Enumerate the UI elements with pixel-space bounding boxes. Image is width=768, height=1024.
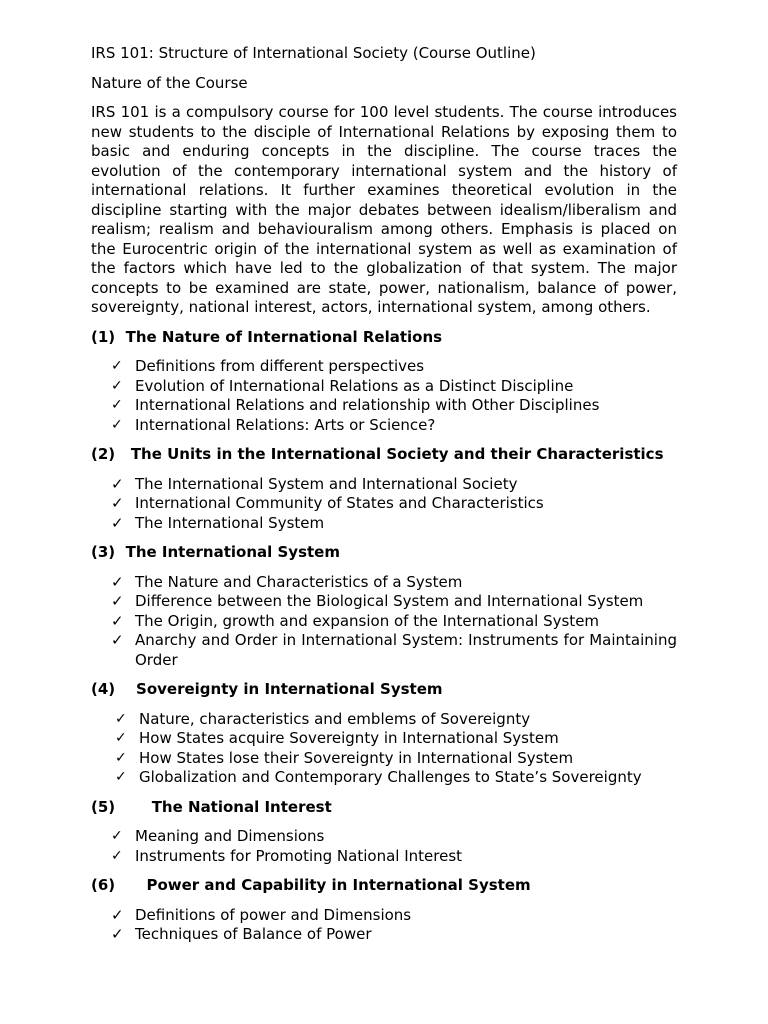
- checkmark-icon: ✓: [111, 474, 124, 493]
- section-5-heading: (5) The National Interest: [91, 797, 332, 816]
- checkmark-icon: ✓: [111, 416, 123, 433]
- checkmark-icon: ✓: [111, 513, 124, 532]
- checkmark-icon: ✓: [115, 769, 127, 785]
- section-4-list: [91, 710, 677, 788]
- list-item: [91, 494, 677, 514]
- list-item-text: How States lose their Sovereignty in International System: [139, 748, 574, 767]
- section-4-heading: (4) Sovereignty in International System: [91, 680, 443, 698]
- list-item-text: International Community of States and Characteristics: [135, 494, 544, 512]
- document-page: [91, 44, 677, 955]
- checkmark-icon: ✓: [115, 710, 127, 727]
- checkmark-icon: ✓: [111, 631, 124, 649]
- section-3-heading: (3) The International System: [91, 543, 340, 561]
- checkmark-icon: ✓: [111, 611, 124, 630]
- list-item-text: Difference between the Biological System and International System: [135, 592, 644, 610]
- list-item: [91, 729, 677, 749]
- list-item-text: Definitions of power and Dimensions: [135, 905, 412, 924]
- list-item-text: Meaning and Dimensions: [135, 827, 325, 845]
- list-item: [91, 631, 677, 670]
- checkmark-icon: ✓: [115, 730, 127, 746]
- section-3-list: [91, 573, 677, 671]
- section-1-list: [91, 357, 677, 435]
- section-5-list: [91, 827, 677, 866]
- course-description-paragraph: IRS 101 is a compulsory course for 100 level students. The course introduces new students to the disciple of International Relations by exposing them to basic and enduring concepts in the discipline. The course traces the evolution of the contemporary international system and the history of international relations. It further examines theoretical evolution in the discipline starting with the major debates between idealism/liberalism and realism; realism and behaviouralism among others. Emphasis is placed on the Eurocentric origin of the international system as well as examination of the factors which have led to the globalization of that system. The major concepts to be examined are state, power, nationalism, balance of power, sovereignty, national interest, actors, international system, among others.: [91, 103, 677, 316]
- list-item: [91, 377, 677, 397]
- checkmark-icon: ✓: [111, 358, 123, 374]
- document-title: IRS 101: Structure of International Society (Course Outline): [91, 44, 536, 62]
- list-item-text: The International System: [135, 513, 325, 532]
- list-item-text: Anarchy and Order in International System: Instruments for Maintaining Order: [135, 631, 677, 669]
- checkmark-icon: ✓: [111, 377, 123, 394]
- list-item: [91, 925, 677, 945]
- checkmark-icon: ✓: [111, 572, 124, 591]
- list-item-text: International Relations: Arts or Science?: [135, 415, 436, 434]
- checkmark-icon: ✓: [111, 592, 124, 610]
- list-item: [91, 768, 677, 788]
- checkmark-icon: ✓: [111, 925, 124, 943]
- list-item: [91, 749, 677, 769]
- list-item-text: Techniques of Balance of Power: [135, 925, 372, 943]
- checkmark-icon: ✓: [111, 847, 123, 864]
- section-6-list: [91, 906, 677, 945]
- section-2-list: [91, 475, 677, 534]
- list-item: [91, 573, 677, 593]
- list-item: [91, 827, 677, 847]
- list-item: [91, 906, 677, 926]
- section-2-heading: (2) The Units in the International Society and their Characteristics: [91, 445, 664, 463]
- list-item: [91, 396, 677, 416]
- list-item-text: Definitions from different perspectives: [135, 357, 425, 375]
- list-item: [91, 592, 677, 612]
- list-item-text: How States acquire Sovereignty in International System: [139, 729, 559, 747]
- checkmark-icon: ✓: [111, 397, 123, 413]
- list-item: [91, 357, 677, 377]
- checkmark-icon: ✓: [115, 749, 127, 766]
- list-item-text: Nature, characteristics and emblems of Sovereignty: [139, 709, 531, 728]
- course-nature-heading: Nature of the Course: [91, 73, 248, 92]
- list-item: [91, 612, 677, 632]
- checkmark-icon: ✓: [111, 828, 123, 844]
- list-item: [91, 416, 677, 436]
- list-item: [91, 847, 677, 867]
- section-6-heading: (6) Power and Capability in International System: [91, 876, 531, 894]
- list-item-text: Evolution of International Relations as a Distinct Discipline: [135, 376, 574, 395]
- list-item: [91, 475, 677, 495]
- list-item-text: The Nature and Characteristics of a System: [135, 572, 463, 591]
- list-item-text: International Relations and relationship with Other Disciplines: [135, 396, 600, 414]
- list-item-text: The International System and International Society: [135, 474, 518, 493]
- list-item-text: Globalization and Contemporary Challenges to State’s Sovereignty: [139, 768, 642, 786]
- list-item: [91, 514, 677, 534]
- section-1-heading: (1) The Nature of International Relations: [91, 327, 443, 346]
- list-item: [91, 710, 677, 730]
- list-item-text: The Origin, growth and expansion of the International System: [135, 611, 600, 630]
- checkmark-icon: ✓: [111, 494, 124, 512]
- list-item-text: Instruments for Promoting National Interest: [135, 846, 463, 865]
- checkmark-icon: ✓: [111, 905, 124, 924]
